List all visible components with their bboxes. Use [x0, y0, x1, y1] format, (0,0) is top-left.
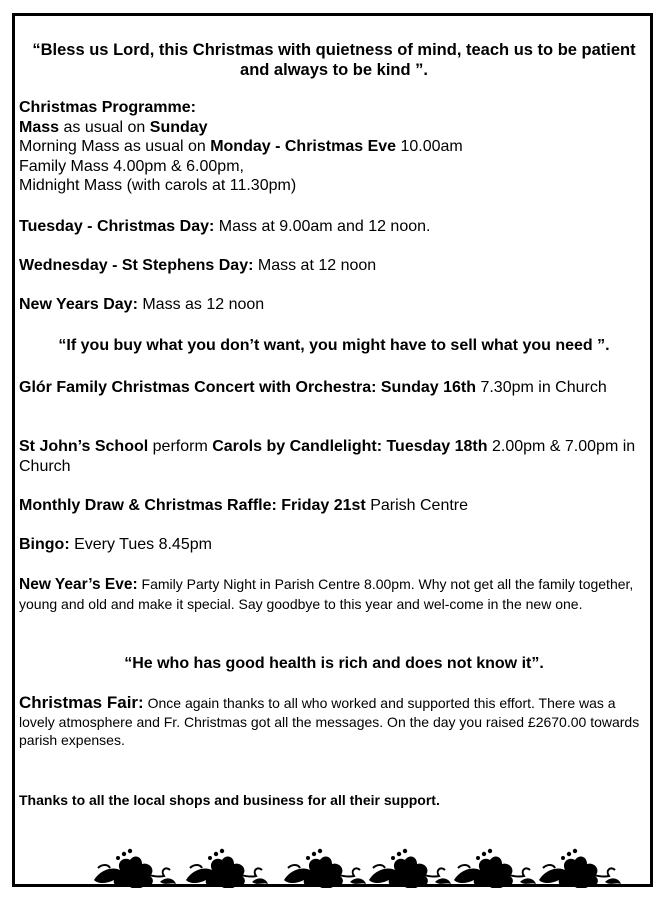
christmas-day-label: Tuesday - Christmas Day:	[19, 218, 215, 235]
christmas-day-item	[19, 217, 649, 237]
holly-sprig-icon	[94, 849, 176, 888]
st-stephens-text: Mass at 12 noon	[253, 257, 377, 274]
new-years-day-item	[19, 295, 649, 315]
christmas-eve-label: Monday - Christmas Eve	[210, 138, 397, 155]
holly-sprig-icon	[454, 849, 536, 888]
thanks-note: Thanks to all the local shops and business for all their support.	[19, 792, 440, 808]
bingo-item	[19, 535, 649, 555]
mass-text: as usual on	[59, 118, 150, 136]
new-years-eve-text: Family Party Night in Parish Centre 8.00pm. Why not get all the family together, young and old and make it special. Say goodbye to this year and wel-come in the new one.	[19, 576, 634, 612]
christmas-fair-item	[19, 694, 649, 750]
holly-sprig-icon	[539, 849, 621, 888]
new-years-eve-label: New Year’s Eve:	[19, 576, 138, 593]
holly-sprig-icon	[284, 849, 366, 888]
programme-heading: Christmas Programme:	[19, 99, 196, 116]
opening-quote: “Bless us Lord, this Christmas with quietness of mind, teach us to be patient and always to be kind ”.	[32, 41, 636, 79]
st-stephens-label: Wednesday - St Stephens Day:	[19, 257, 254, 274]
concert-item	[19, 378, 629, 398]
christmas-fair-text: Once again thanks to all who worked and supported this effort. There was a lovely atmosphere and Fr. Christmas got all the messages. On the day you raised £2670.00 towards parish expenses.	[19, 695, 640, 748]
christmas-day-text: Mass at 9.00am and 12 noon.	[214, 218, 431, 235]
christmas-programme	[19, 98, 649, 196]
draw-text: Parish Centre	[365, 497, 469, 514]
perform-text: perform	[148, 438, 213, 455]
carols-item	[19, 437, 649, 476]
third-quote: “He who has good health is rich and does not know it”.	[124, 655, 544, 672]
carols-label: Carols by Candlelight: Tuesday 18th	[212, 438, 488, 455]
midnight-mass-line: Midnight Mass (with carols at 11.30pm)	[19, 177, 297, 194]
sunday-label: Sunday	[149, 118, 208, 136]
christmas-eve-time: 10.00am	[396, 138, 463, 155]
concert-text: 7.30pm in Church	[476, 379, 607, 396]
new-years-day-text: Mass as 12 noon	[137, 296, 265, 313]
draw-label: Monthly Draw & Christmas Raffle: Friday 21st	[19, 497, 366, 514]
carols-time: 2.00pm & 7.00pm in Church	[19, 438, 636, 475]
new-years-day-label: New Years Day:	[19, 296, 138, 313]
holly-border-decoration	[90, 846, 630, 888]
morning-mass-text: Morning Mass as usual on	[19, 138, 211, 155]
concert-label: Glór Family Christmas Concert with Orchestra: Sunday 16th	[19, 379, 476, 396]
mass-label: Mass	[19, 118, 60, 136]
st-stephens-day-item	[19, 256, 649, 276]
holly-sprig-icon	[186, 849, 268, 888]
holly-sprig-icon	[369, 849, 451, 888]
monthly-draw-item	[19, 496, 649, 516]
bingo-text: Every Tues 8.45pm	[69, 536, 212, 553]
bingo-label: Bingo:	[19, 536, 70, 553]
school-label: St John’s School	[19, 438, 149, 455]
christmas-fair-label: Christmas Fair:	[19, 693, 144, 712]
new-years-eve-item	[19, 575, 649, 613]
family-mass-line: Family Mass 4.00pm & 6.00pm,	[19, 157, 244, 175]
second-quote: “If you buy what you don’t want, you might have to sell what you need ”.	[58, 337, 610, 354]
